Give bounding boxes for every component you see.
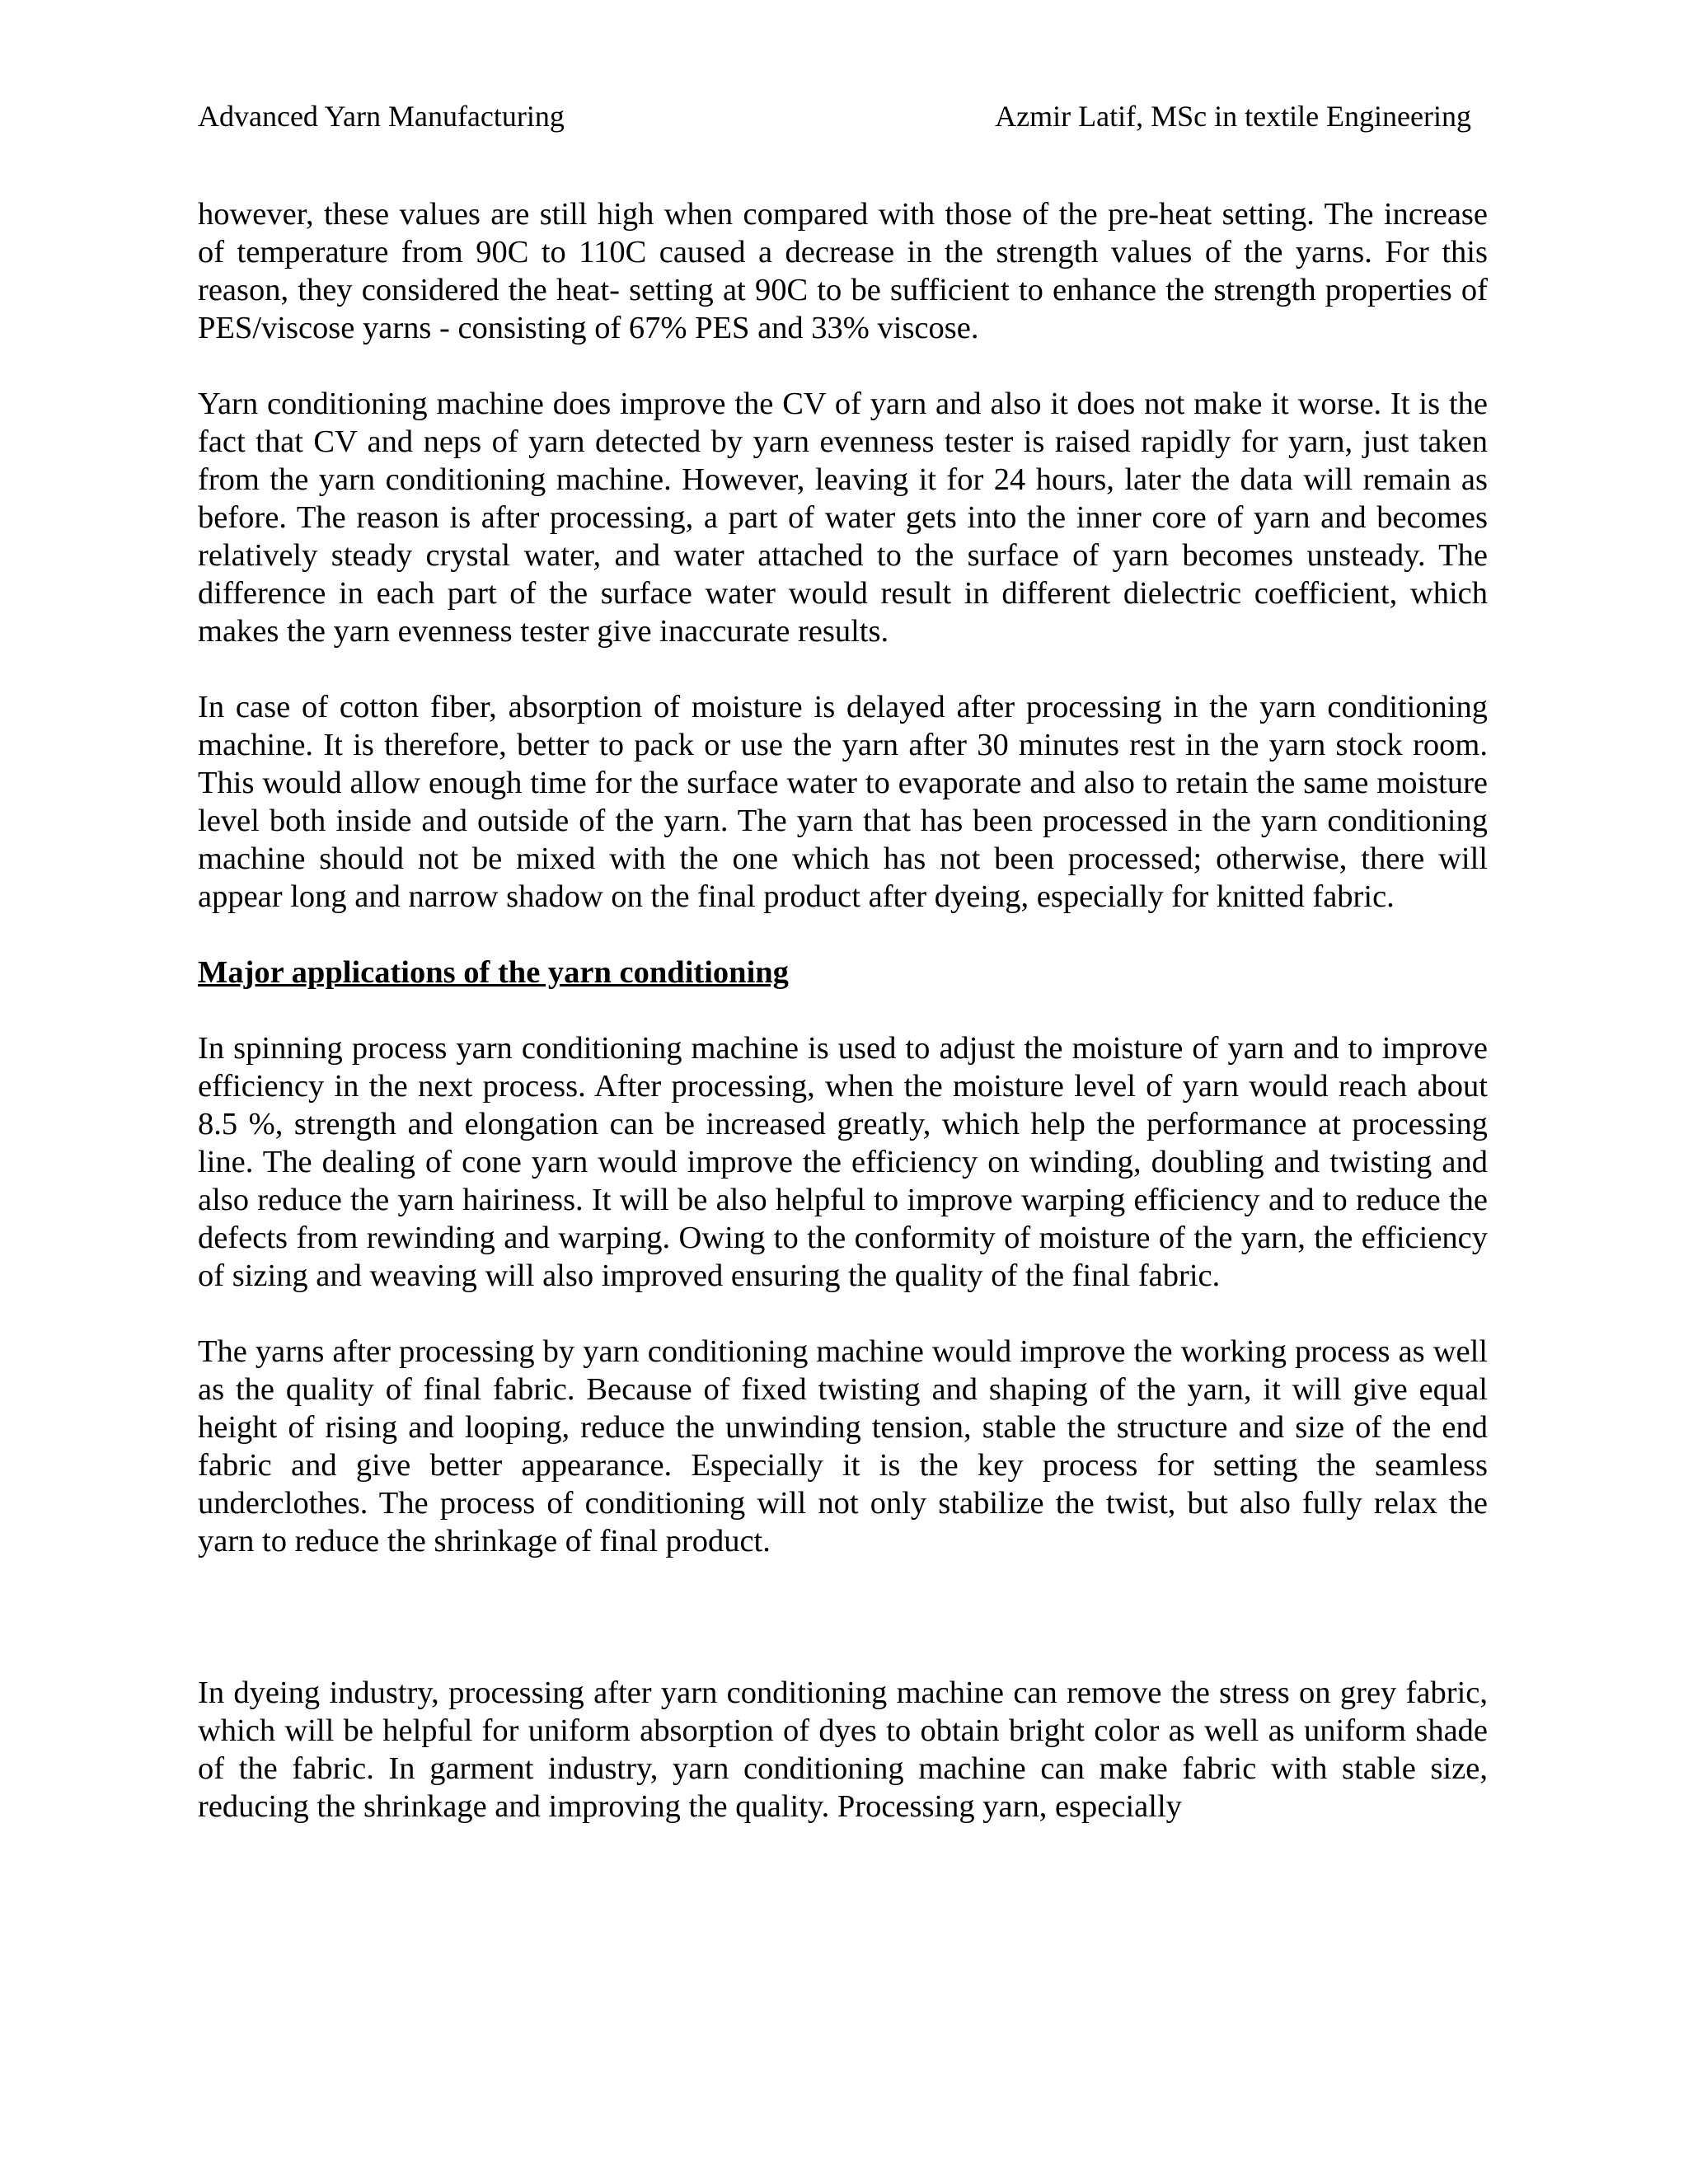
paragraph-cotton-moisture: In case of cotton fiber, absorption of moisture is delayed after processing in the yarn conditioning machine. It is therefore, better to pack or use the yarn after 30 minutes rest in the yarn stock room. This would allow enough time for the surface water to evaporate and also to retain the same moisture level both inside and outside of the yarn. The yarn that has been processed in the yarn conditioning machine should not be mixed with the one which has not been processed; otherwise, there will appear long and narrow shadow on the final product after dyeing, especially for knitted fabric.: [198, 690, 1488, 914]
paragraph-dyeing-industry: In dyeing industry, processing after yarn conditioning machine can remove the stress on grey fabric, which will be helpful for uniform absorption of dyes to obtain bright color as well as uniform shade of the fabric. In garment industry, yarn conditioning machine can make fabric with stable size, reducing the shrinkage and improving the quality. Processing yarn, especially: [198, 1675, 1488, 1824]
paragraph-heat-setting: however, these values are still high when compared with those of the pre-heat setting. The increase of temperature from 90C to 110C caused a decrease in the strength values of the yarns. For this reason, they considered the heat- setting at 90C to be sufficient to enhance the strength properties of PES/viscose yarns - consisting of 67% PES and 33% viscose.: [198, 197, 1488, 345]
page-header: [198, 96, 1471, 136]
header-book-title: Advanced Yarn Manufacturing: [198, 100, 565, 133]
page-body: [198, 195, 1488, 1863]
paragraph-spinning-process: In spinning process yarn conditioning machine is used to adjust the moisture of yarn and to improve efficiency in the next process. After processing, when the moisture level of yarn would reach about 8.5 %, strength and elongation can be increased greatly, which help the performance at processing line. The dealing of cone yarn would improve the efficiency on winding, doubling and twisting and also reduce the yarn hairiness. It will be also helpful to improve warping efficiency and to reduce the defects from rewinding and warping. Owing to the conformity of moisture of the yarn, the efficiency of sizing and weaving will also improved ensuring the quality of the final fabric.: [198, 1031, 1488, 1293]
paragraph-cv-improvement: Yarn conditioning machine does improve the CV of yarn and also it does not make it worse. It is the fact that CV and neps of yarn detected by yarn evenness tester is raised rapidly for yarn, just taken from the yarn conditioning machine. However, leaving it for 24 hours, later the data will remain as before. The reason is after processing, a part of water gets into the inner core of yarn and becomes relatively steady crystal water, and water attached to the surface of yarn becomes unsteady. The difference in each part of the surface water would result in different dielectric coefficient, which makes the yarn evenness tester give inaccurate results.: [198, 387, 1488, 649]
section-heading: Major applications of the yarn conditioning: [198, 955, 789, 990]
header-author: Azmir Latif, MSc in textile Engineering: [995, 100, 1471, 133]
paragraph-working-process: The yarns after processing by yarn conditioning machine would improve the working process as well as the quality of final fabric. Because of fixed twisting and shaping of the yarn, it will give equal height of rising and looping, reduce the unwinding tension, stable the structure and size of the end fabric and give better appearance. Especially it is the key process for setting the seamless underclothes. The process of conditioning will not only stabilize the twist, but also fully relax the yarn to reduce the shrinkage of final product.: [198, 1334, 1488, 1558]
